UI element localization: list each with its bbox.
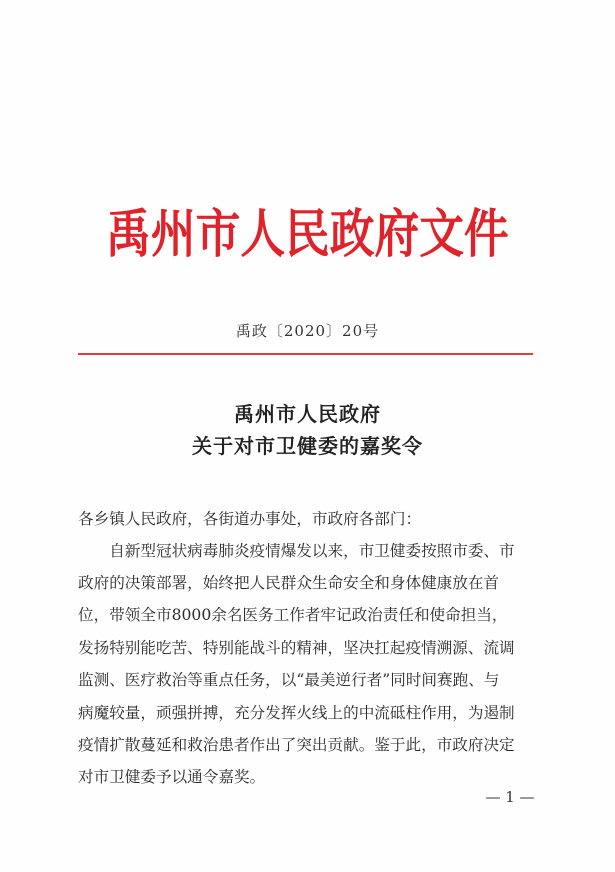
header-divider-line [78,353,533,355]
body-line: 发扬特别能吃苦、特别能战斗的精神，坚决扛起疫情溯源、流调 [78,639,515,657]
body-line: 自新型冠状病毒肺炎疫情爆发以来，市卫健委按照市委、市 [78,542,515,560]
body-line: 位，带领全市8000余名医务工作者牢记政治责任和使命担当， [78,606,508,624]
document-title-line-1: 禹州市人民政府 [234,402,381,426]
document-number: 禹政〔2020〕20号 [235,322,380,340]
body-line: 政府的决策部署，始终把人民群众生命安全和身体健康放在首 [78,574,500,592]
body-line: 疫情扩散蔓延和救治患者作出了突出贡献。鉴于此，市政府决定 [78,736,515,754]
salutation: 各乡镇人民政府，各街道办事处，市政府各部门： [78,510,422,528]
document-title-line-2: 关于对市卫健委的嘉奖令 [192,434,423,458]
body-line: 对市卫健委予以通令嘉奖。 [78,768,266,786]
body-line: 病魔较量，顽强拼搏，充分发挥火线上的中流砥柱作用，为遏制 [78,704,515,722]
page-number: — 1 — [485,788,535,806]
document-header-title: 禹州市人民政府文件 [106,205,509,265]
body-line: 监测、医疗救治等重点任务，以“最美逆行者”同时间赛跑、与 [78,671,500,689]
